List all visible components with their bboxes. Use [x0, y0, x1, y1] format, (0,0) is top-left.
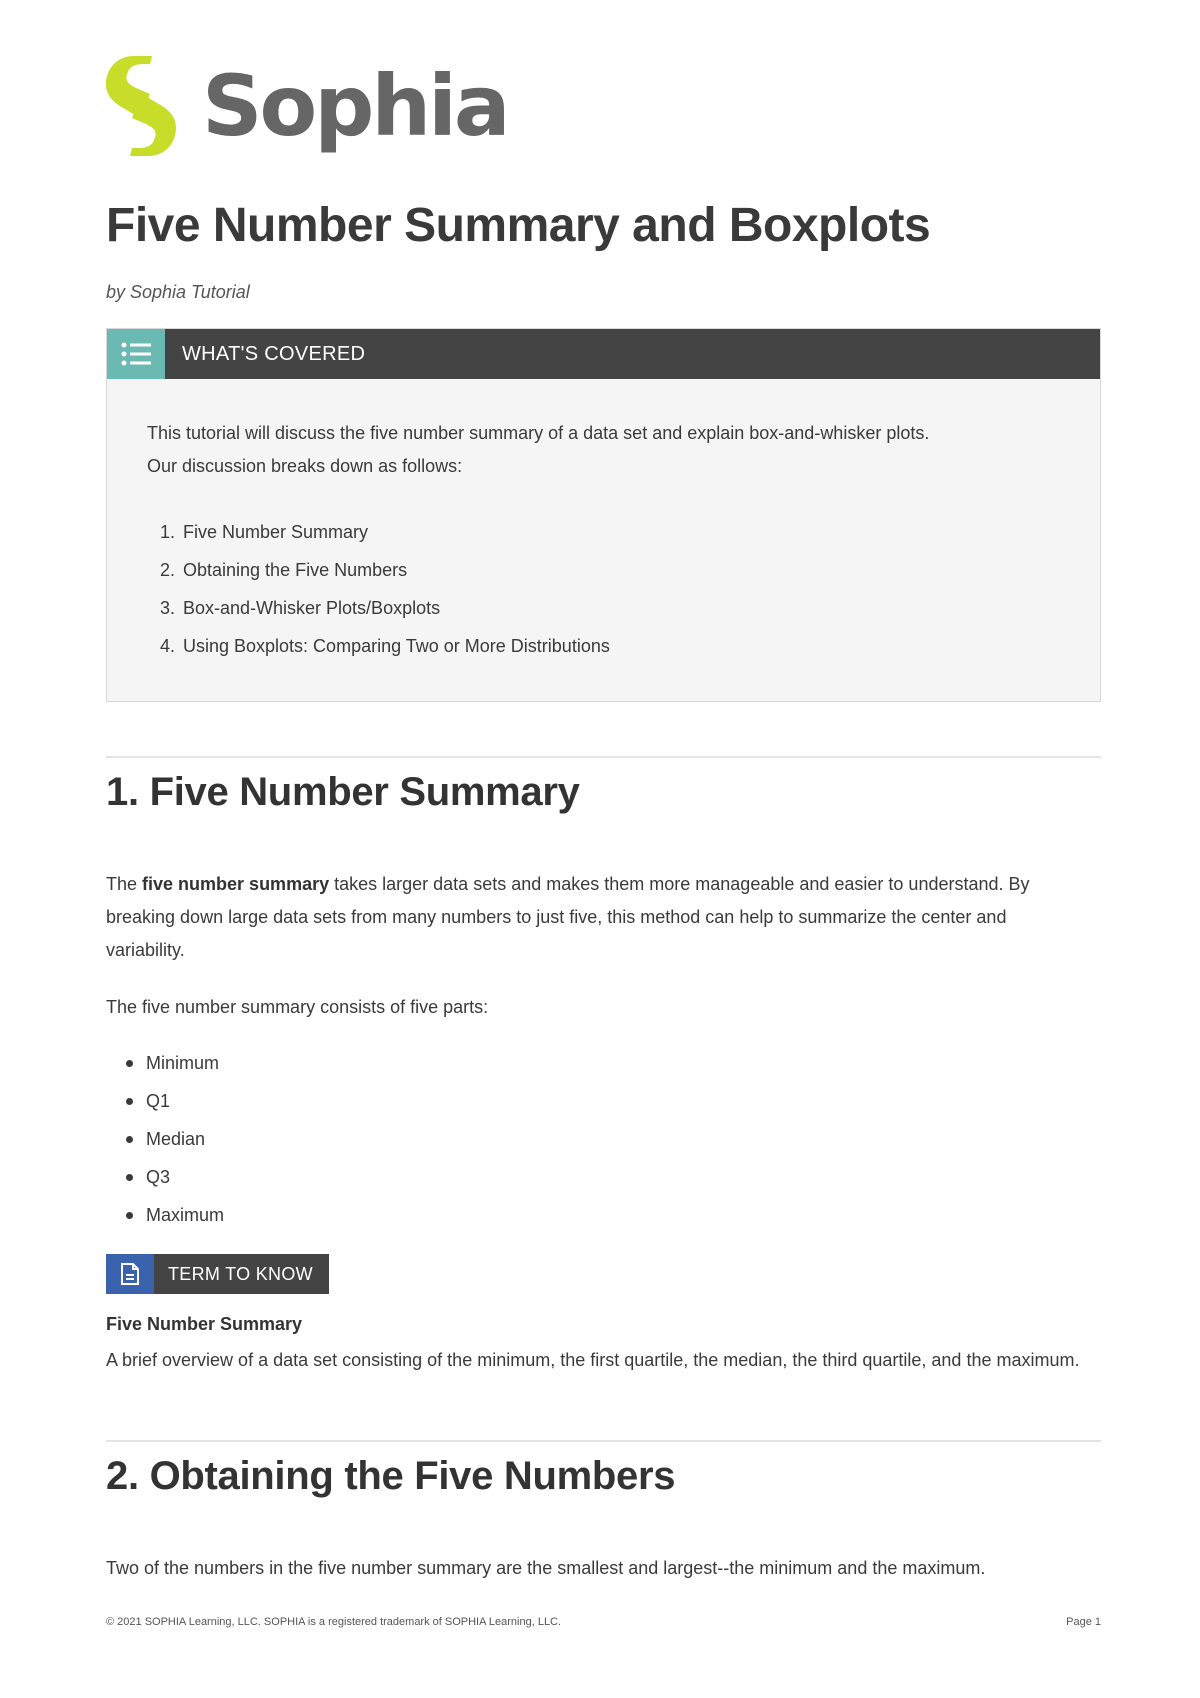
whats-covered-header — [107, 329, 1100, 379]
document-title: Five Number Summary and Boxplots — [106, 199, 931, 252]
list-item: Median — [106, 1120, 224, 1158]
covered-intro-line2: Our discussion breaks down as follows: — [147, 456, 463, 476]
whats-covered-box — [106, 328, 1101, 702]
sophia-logo — [106, 54, 508, 158]
section-1-paragraph-1: The five number summary takes larger data sets and makes them more manageable and easier to understand. By breaking down large data sets from many numbers to just five, this method can help to summarize the center and variability. — [106, 874, 1030, 960]
list-item: Maximum — [106, 1196, 224, 1234]
section-1-paragraph-2: The five number summary consists of five parts: — [106, 997, 489, 1017]
section-divider — [106, 1440, 1101, 1442]
covered-intro-line1: This tutorial will discuss the five number summary of a data set and explain box-and-whisker plots. — [147, 423, 930, 443]
covered-outline-item: 2. Obtaining the Five Numbers — [159, 560, 408, 580]
covered-outline-item: 3. Box-and-Whisker Plots/Boxplots — [159, 598, 441, 618]
term-definition: A brief overview of a data set consisting of the minimum, the first quartile, the median, the third quartile, and the maximum. — [106, 1350, 1080, 1370]
covered-outline-list — [147, 513, 1060, 665]
byline: by Sophia Tutorial — [106, 282, 250, 302]
list-item: Q3 — [106, 1158, 224, 1196]
whats-covered-title: WHAT'S COVERED — [182, 342, 366, 365]
document-icon — [106, 1254, 154, 1294]
section-1-heading: 1. Five Number Summary — [106, 770, 580, 814]
term-name: Five Number Summary — [106, 1314, 303, 1334]
list-item: Minimum — [106, 1044, 224, 1082]
covered-outline-item: 4. Using Boxplots: Comparing Two or More Distributions — [159, 636, 610, 656]
footer-copyright: © 2021 SOPHIA Learning, LLC. SOPHIA is a registered trademark of SOPHIA Learning, LLC. — [106, 1616, 562, 1628]
footer-page-number: Page 1 — [1066, 1616, 1101, 1628]
sophia-wordmark: Sophia — [202, 57, 508, 155]
term-highlight: five number summary — [142, 874, 330, 894]
whats-covered-body — [107, 379, 1100, 665]
list-item: Q1 — [106, 1082, 224, 1120]
covered-outline-item: 1. Five Number Summary — [159, 522, 369, 542]
section-2-heading: 2. Obtaining the Five Numbers — [106, 1454, 676, 1498]
term-to-know-label: TERM TO KNOW — [154, 1254, 329, 1294]
sophia-swoosh-icon — [106, 54, 176, 158]
section-divider — [106, 756, 1101, 758]
term-to-know-tag — [106, 1254, 329, 1294]
section-2-paragraph-1: Two of the numbers in the five number summary are the smallest and largest--the minimum and the maximum. — [106, 1558, 986, 1578]
list-icon — [107, 329, 165, 379]
five-parts-list — [106, 1044, 224, 1234]
